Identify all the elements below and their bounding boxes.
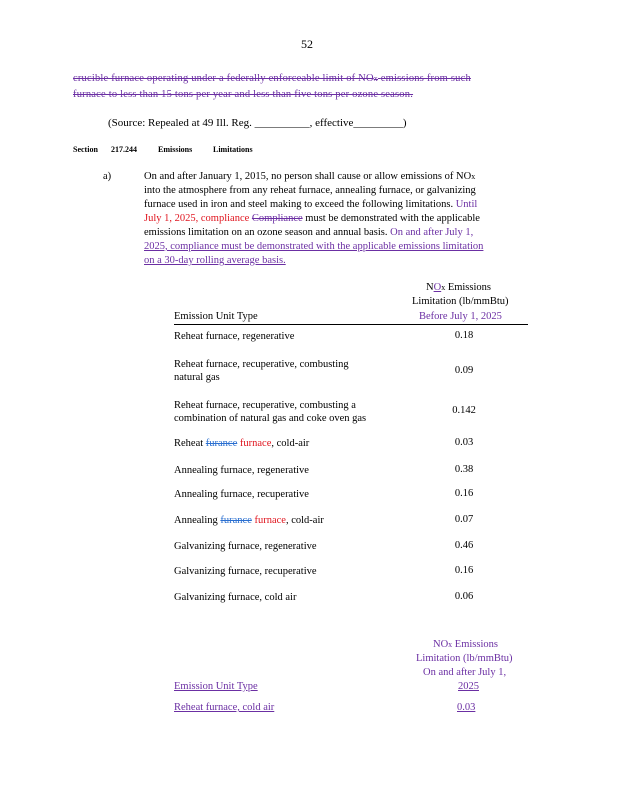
para-a-line-3-insert: Until: [455, 199, 478, 210]
row-3-line-2: combination of natural gas and coke oven gas: [174, 413, 367, 424]
source-mid: , effective: [309, 117, 354, 129]
struck-paragraph-line-2: furnace to less than 15 tons per year and less than five tons per ozone season.: [73, 89, 414, 100]
paragraph-a-line-6: 2025, compliance must be demonstrated with the applicable emissions limitation: [144, 241, 484, 252]
table1-type-header: Emission Unit Type: [174, 311, 258, 322]
t2-hdr-no: NO: [433, 639, 449, 650]
table1-row-8-value: 0.46: [454, 540, 474, 551]
row-7-deleted: furance: [220, 515, 252, 526]
table2-limit-header-line-2: Limitation (lb/mmBtu): [416, 653, 513, 664]
table1-limit-header-line-2: Limitation (lb/mmBtu): [412, 296, 509, 307]
t2-hdr-emissions: Emissions: [454, 639, 498, 650]
table1-row-6-value: 0.16: [454, 488, 474, 499]
t2-hdr-sub: x: [448, 640, 453, 649]
source-end: ): [402, 117, 407, 129]
table1-row-10-type: Galvanizing furnace, cold air: [174, 592, 297, 603]
para-a-line-3-text: furnace used in iron and steel making to exceed the following limitations.: [144, 199, 454, 210]
para-a-line-4-insert: July 1, 2025, compliance: [144, 213, 250, 224]
para-a-line-4-text: must be demonstrated with the applicable: [305, 213, 480, 224]
table1-header-rule-left: [174, 324, 418, 325]
struck-line-1-text: crucible furnace operating under a federally enforceable limit of NO: [73, 73, 374, 84]
para-a-line-1-subscript: x: [471, 172, 476, 181]
para-a-line-1-text: On and after January 1, 2015, no person shall cause or allow emissions of NO: [144, 171, 472, 182]
table1-header-rule-right: [418, 324, 528, 325]
section-title-2: Limitations: [213, 145, 253, 154]
row-4-post: , cold-air: [271, 438, 310, 449]
table1-row-4-value: 0.03: [454, 437, 474, 448]
source-blank-2: _________: [353, 117, 403, 129]
row-4-deleted: furance: [205, 438, 238, 449]
source-blank-1: __________: [254, 117, 310, 129]
row-7-inserted: furnace: [254, 515, 286, 526]
row-2-line-1: Reheat furnace, recuperative, combusting: [174, 359, 349, 370]
table1-row-8-type: Galvanizing furnace, regenerative: [174, 541, 317, 552]
paragraph-a-line-7: on a 30-day rolling average basis.: [144, 255, 286, 266]
row-4-inserted: furnace: [239, 438, 272, 449]
paragraph-a-line-1: [144, 171, 475, 182]
struck-line-1-end: emissions from such: [380, 73, 471, 84]
row-2-line-2: natural gas: [174, 372, 220, 383]
table1-row-2-type: [174, 358, 349, 384]
para-a-line-4-deleted: Compliance: [251, 213, 303, 224]
table1-row-1-value: 0.18: [454, 330, 474, 341]
paragraph-a-line-4: [144, 213, 480, 224]
paragraph-a-line-3: [144, 199, 477, 210]
source-text: (Source: Repealed at 49 Ill. Reg.: [108, 117, 255, 129]
table1-row-5-type: Annealing furnace, regenerative: [174, 465, 309, 476]
table1-row-3-type: [174, 399, 366, 425]
paragraph-a-line-2: into the atmosphere from any reheat furnace, annealing furnace, or galvanizing: [144, 185, 476, 196]
table1-row-2-value: 0.09: [454, 365, 474, 376]
table2-row-1-type: Reheat furnace, cold air: [174, 702, 275, 713]
table2-limit-header-line-1: [433, 639, 498, 650]
t1-hdr-o: O: [433, 282, 442, 293]
paragraph-a-line-5: [144, 227, 473, 238]
table1-row-3-value: 0.142: [452, 405, 476, 416]
t1-hdr-sub: x: [441, 283, 446, 292]
table1-row-7-value: 0.07: [454, 514, 474, 525]
paragraph-a-marker: a): [103, 171, 112, 182]
table1-row-1-type: Reheat furnace, regenerative: [174, 331, 295, 342]
table1-row-9-value: 0.16: [454, 565, 474, 576]
table1-row-6-type: Annealing furnace, recuperative: [174, 489, 309, 500]
page-number: 52: [301, 37, 313, 51]
t1-hdr-n: N: [426, 282, 434, 293]
section-title-1: Emissions: [158, 145, 193, 154]
para-a-line-5-text: emissions limitation on an ozone season and annual basis.: [144, 227, 388, 238]
table1-limit-header-line-1: [426, 282, 491, 293]
table1-limit-header-line-3: Before July 1, 2025: [419, 311, 502, 322]
table1-row-9-type: Galvanizing furnace, recuperative: [174, 566, 317, 577]
section-number: 217.244: [111, 145, 137, 154]
table1-row-4-type: [174, 437, 309, 450]
table1-row-10-value: 0.06: [454, 591, 474, 602]
source-line: [108, 117, 407, 129]
t1-hdr-emissions: Emissions: [447, 282, 491, 293]
section-label: Section: [73, 145, 98, 154]
table2-limit-header-line-3: On and after July 1,: [423, 667, 507, 678]
table2-row-1-value: 0.03: [457, 702, 476, 713]
row-3-line-1: Reheat furnace, recuperative, combusting a: [174, 400, 356, 411]
para-a-line-5-insert: On and after July 1,: [390, 227, 474, 238]
row-7-pre: Annealing: [174, 515, 218, 526]
table1-row-5-value: 0.38: [454, 464, 474, 475]
row-7-post: , cold-air: [285, 515, 324, 526]
row-4-pre: Reheat: [174, 438, 204, 449]
struck-paragraph-line-1: [73, 73, 471, 84]
table1-row-7-type: [174, 514, 324, 527]
struck-line-1-subscript: x: [373, 74, 378, 83]
table2-type-header: Emission Unit Type: [174, 681, 258, 692]
table2-limit-header-line-4: 2025: [458, 681, 479, 692]
